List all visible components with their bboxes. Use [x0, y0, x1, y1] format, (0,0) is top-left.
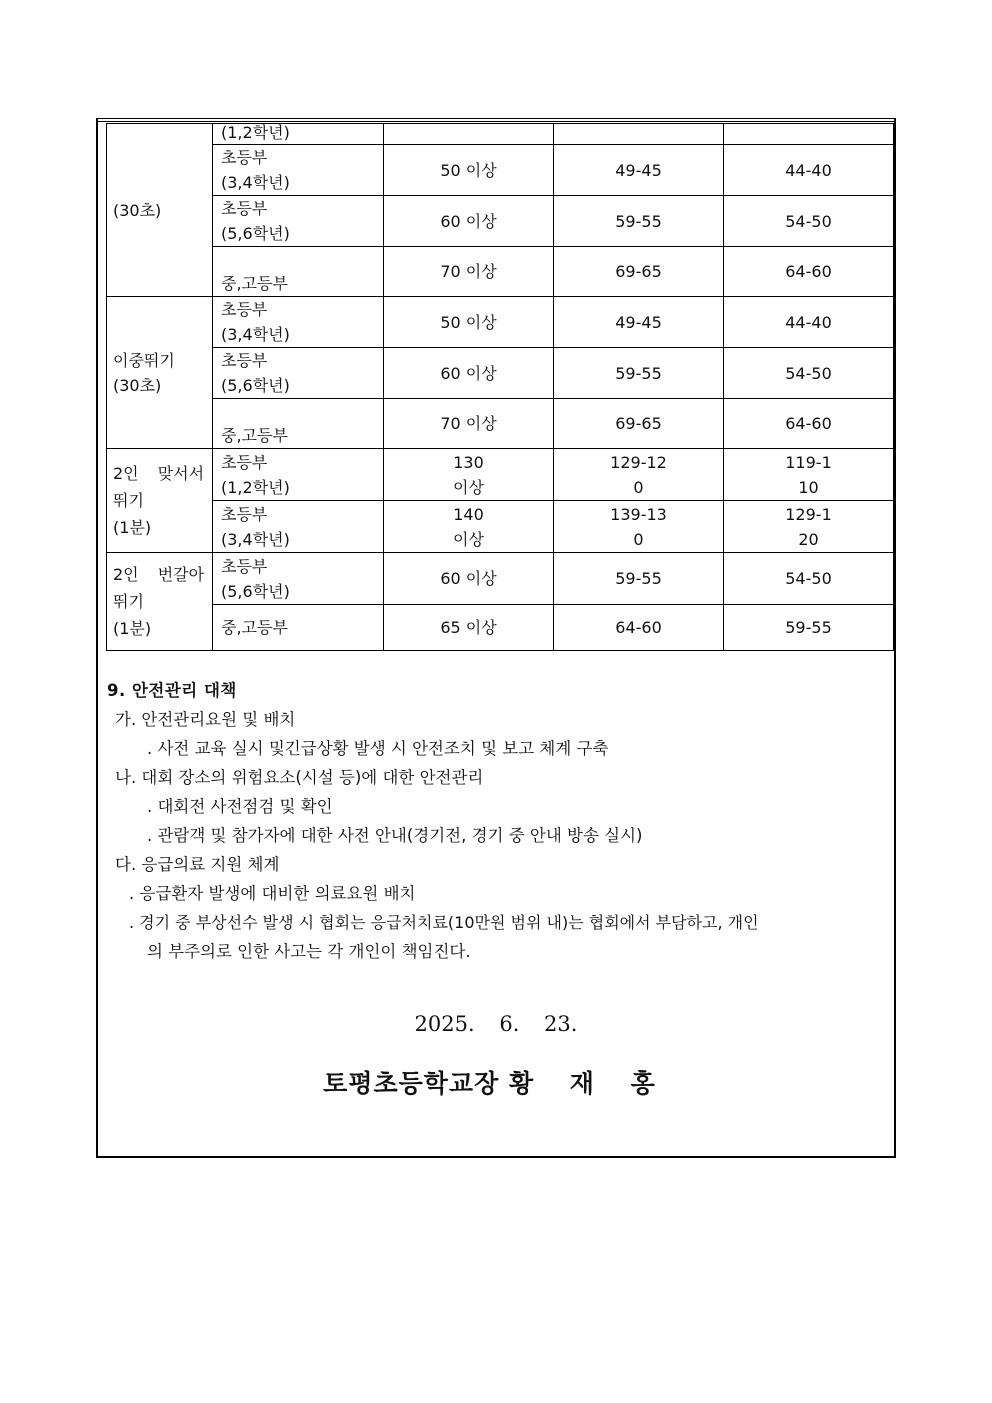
event-cell: (30초): [107, 124, 213, 297]
score-cell: 130 이상: [384, 449, 554, 501]
grade-cell: (1,2학년): [213, 124, 384, 145]
grade-cell: 초등부 (3,4학년): [213, 145, 384, 196]
score-cell: 49-45: [554, 145, 724, 196]
score-cell: 139-13 0: [554, 501, 724, 553]
score-cell: 59-55: [554, 553, 724, 605]
section-subitem: . 대회전 사전점검 및 확인: [147, 797, 333, 816]
score-cell: 70 이상: [384, 399, 554, 449]
score-cell: 64-60: [724, 399, 894, 449]
score-cell: 50 이상: [384, 297, 554, 348]
section-subitem: . 경기 중 부상선수 발생 시 협회는 응급처치료(10만원 범위 내)는 협회에서 부담하고, 개인: [129, 913, 759, 932]
signatory-name: 황 재 홍: [508, 1069, 669, 1098]
section-title: 9. 안전관리 대책: [107, 681, 237, 700]
score-cell: 44-40: [724, 145, 894, 196]
score-cell: 60 이상: [384, 196, 554, 247]
section-subitem: . 관람객 및 참가자에 대한 사전 안내(경기전, 경기 중 안내 방송 실시): [147, 826, 643, 845]
grading-table: [106, 123, 894, 651]
table-row: [107, 605, 894, 651]
score-cell: 69-65: [554, 247, 724, 297]
score-cell: 70 이상: [384, 247, 554, 297]
score-cell: 49-45: [554, 297, 724, 348]
grade-cell: 중,고등부: [213, 247, 384, 297]
score-cell: 44-40: [724, 297, 894, 348]
safety-section: [107, 676, 759, 966]
section-subitem-continued: 의 부주의로 인한 사고는 각 개인이 책임진다.: [147, 942, 471, 961]
table-row: [107, 501, 894, 553]
score-cell: 59-55: [554, 196, 724, 247]
score-cell: 54-50: [724, 196, 894, 247]
document-date: 2025. 6. 23.: [414, 1012, 578, 1036]
frame-double-line: [96, 121, 896, 122]
grade-cell: 초등부 (5,6학년): [213, 348, 384, 399]
score-cell: 129-12 0: [554, 449, 724, 501]
score-cell: 64-60: [724, 247, 894, 297]
section-item: 나. 대회 장소의 위험요소(시설 등)에 대한 안전관리: [115, 768, 484, 787]
section-item: 다. 응급의료 지원 체계: [115, 855, 280, 874]
score-cell: 69-65: [554, 399, 724, 449]
score-cell: 54-50: [724, 348, 894, 399]
event-cell: 2인 번갈아 뛰기 (1분): [107, 553, 213, 651]
table-row: [107, 449, 894, 501]
signatory-title: 토평초등학교장: [323, 1069, 500, 1098]
score-cell: 60 이상: [384, 553, 554, 605]
grade-cell: 초등부 (5,6학년): [213, 196, 384, 247]
score-cell: 59-55: [724, 605, 894, 651]
table-row: [107, 247, 894, 297]
grade-cell: 초등부 (3,4학년): [213, 297, 384, 348]
table-row: [107, 124, 894, 145]
grade-cell: 중,고등부: [213, 399, 384, 449]
table-row: [107, 196, 894, 247]
grade-cell: 초등부 (1,2학년): [213, 449, 384, 501]
section-subitem: . 사전 교육 실시 및긴급상황 발생 시 안전조치 및 보고 체계 구축: [147, 739, 609, 758]
score-cell: 65 이상: [384, 605, 554, 651]
score-cell: 50 이상: [384, 145, 554, 196]
grade-cell: 초등부 (5,6학년): [213, 553, 384, 605]
score-cell: 59-55: [554, 348, 724, 399]
signature-line: [0, 1064, 992, 1100]
grade-cell: 중,고등부: [213, 605, 384, 651]
score-cell: 129-1 20: [724, 501, 894, 553]
score-cell: 54-50: [724, 553, 894, 605]
table-row: [107, 553, 894, 605]
table-row: [107, 348, 894, 399]
section-item: 가. 안전관리요원 및 배치: [115, 710, 296, 729]
table-row: [107, 297, 894, 348]
event-cell: 이중뛰기 (30초): [107, 297, 213, 449]
section-subitem: . 응급환자 발생에 대비한 의료요원 배치: [129, 884, 416, 903]
score-cell: 119-1 10: [724, 449, 894, 501]
table-row: [107, 399, 894, 449]
score-cell: 60 이상: [384, 348, 554, 399]
table-row: [107, 145, 894, 196]
event-cell: 2인 맞서서 뛰기 (1분): [107, 449, 213, 553]
grade-cell: 초등부 (3,4학년): [213, 501, 384, 553]
score-cell: 140 이상: [384, 501, 554, 553]
score-cell: 64-60: [554, 605, 724, 651]
